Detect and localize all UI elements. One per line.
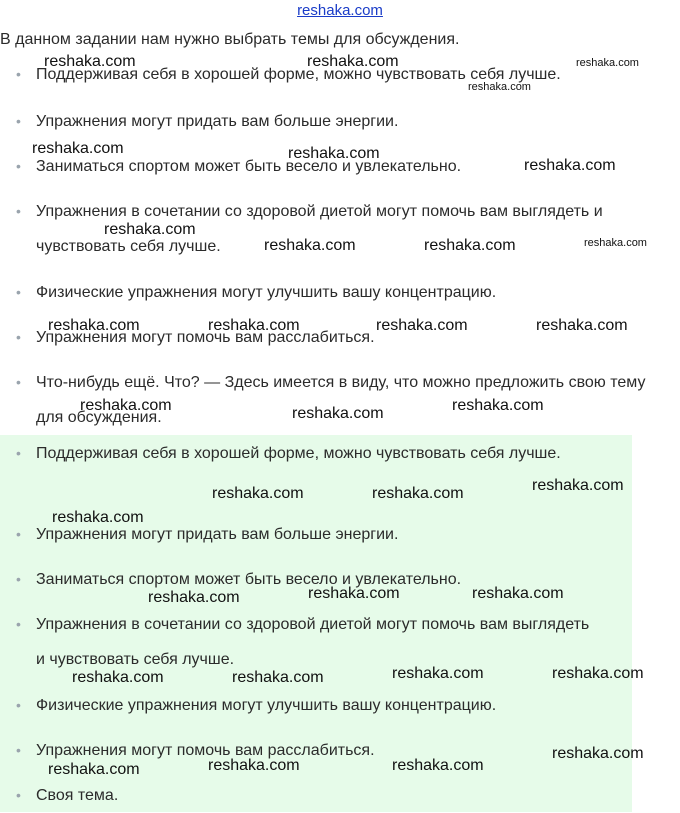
watermark: reshaka.com bbox=[536, 317, 628, 334]
watermark: reshaka.com bbox=[308, 585, 400, 602]
bullet-icon: • bbox=[16, 697, 21, 713]
list-item-text: Упражнения в сочетании со здоровой диетой могут помочь вам выглядеть и чувствовать себя лучше. bbox=[36, 203, 603, 255]
watermark: reshaka.com bbox=[232, 669, 324, 686]
watermark: reshaka.com bbox=[532, 477, 624, 494]
watermark: reshaka.com bbox=[552, 665, 644, 682]
bullet-icon: • bbox=[16, 742, 21, 758]
bullet-icon: • bbox=[16, 158, 21, 174]
watermark: reshaka.com bbox=[104, 221, 196, 238]
watermark: reshaka.com bbox=[212, 485, 304, 502]
list-item bbox=[16, 607, 596, 677]
watermark: reshaka.com bbox=[32, 140, 124, 157]
bullet-icon: • bbox=[16, 374, 21, 390]
watermark: reshaka.com bbox=[288, 145, 380, 162]
list-item-text: Заниматься спортом может быть весело и увлекательно. bbox=[36, 571, 462, 588]
watermark: reshaka.com bbox=[208, 317, 300, 334]
list-item-text: Физические упражнения могут улучшить вашу концентрацию. bbox=[36, 697, 497, 714]
list-item bbox=[16, 688, 596, 723]
watermark: reshaka.com bbox=[372, 485, 464, 502]
list-item-text: Упражнения могут придать вам больше энергии. bbox=[36, 526, 399, 543]
list-item-text: Своя тема. bbox=[36, 787, 119, 804]
watermark: reshaka.com bbox=[48, 761, 140, 778]
list-item-text: Упражнения могут помочь вам расслабиться. bbox=[36, 329, 375, 346]
list-item-text: Заниматься спортом может быть весело и увлекательно. bbox=[36, 158, 462, 175]
watermark: reshaka.com bbox=[472, 585, 564, 602]
bullet-icon: • bbox=[16, 571, 21, 587]
watermark: reshaka.com bbox=[376, 317, 468, 334]
watermark: reshaka.com bbox=[392, 665, 484, 682]
list-item-text: Упражнения могут помочь вам расслабиться. bbox=[36, 742, 375, 759]
list-item bbox=[16, 104, 676, 139]
bullet-icon: • bbox=[16, 526, 21, 542]
watermark: reshaka.com bbox=[524, 157, 616, 174]
watermark: reshaka.com bbox=[468, 81, 531, 93]
watermark: reshaka.com bbox=[148, 589, 240, 606]
list-item-text: Поддерживая себя в хорошей форме, можно чувствовать себя лучше. bbox=[36, 66, 561, 83]
watermark: reshaka.com bbox=[264, 237, 356, 254]
bullet-icon: • bbox=[16, 113, 21, 129]
bullet-icon: • bbox=[16, 284, 21, 300]
watermark: reshaka.com bbox=[584, 237, 647, 249]
watermark: reshaka.com bbox=[72, 669, 164, 686]
bullet-icon: • bbox=[16, 445, 21, 461]
watermark: reshaka.com bbox=[44, 53, 136, 70]
watermark: reshaka.com bbox=[552, 745, 644, 762]
watermark: reshaka.com bbox=[292, 405, 384, 422]
list-item bbox=[16, 778, 596, 813]
watermark: reshaka.com bbox=[424, 237, 516, 254]
list-item bbox=[16, 436, 596, 471]
bullet-icon: • bbox=[16, 66, 21, 82]
watermark: reshaka.com bbox=[452, 397, 544, 414]
watermark: reshaka.com bbox=[392, 757, 484, 774]
intro-text: В данном задании нам нужно выбрать темы для обсуждения. bbox=[0, 31, 460, 48]
watermark: reshaka.com bbox=[576, 57, 639, 69]
watermark: reshaka.com bbox=[307, 53, 399, 70]
list-item-text: Упражнения могут придать вам больше энергии. bbox=[36, 113, 399, 130]
bullet-icon: • bbox=[16, 616, 21, 632]
watermark: reshaka.com bbox=[208, 757, 300, 774]
bullet-icon: • bbox=[16, 329, 21, 345]
list-item-text: Физические упражнения могут улучшить вашу концентрацию. bbox=[36, 284, 497, 301]
watermark: reshaka.com bbox=[52, 509, 144, 526]
watermark: reshaka.com bbox=[80, 397, 172, 414]
watermark: reshaka.com bbox=[48, 317, 140, 334]
bullet-icon: • bbox=[16, 203, 21, 219]
list-item-text: Что-нибудь ещё. Что? — Здесь имеется в виду, что можно предложить свою тему для обсуждения. bbox=[36, 374, 646, 426]
bullet-icon: • bbox=[16, 787, 21, 803]
site-link[interactable]: reshaka.com bbox=[297, 2, 383, 19]
list-item-text: Поддерживая себя в хорошей форме, можно чувствовать себя лучше. bbox=[36, 445, 561, 462]
list-item-text: Упражнения в сочетании со здоровой диетой могут помочь вам выглядеть и чувствовать себя лучше. bbox=[36, 616, 590, 668]
list-item bbox=[16, 275, 676, 310]
